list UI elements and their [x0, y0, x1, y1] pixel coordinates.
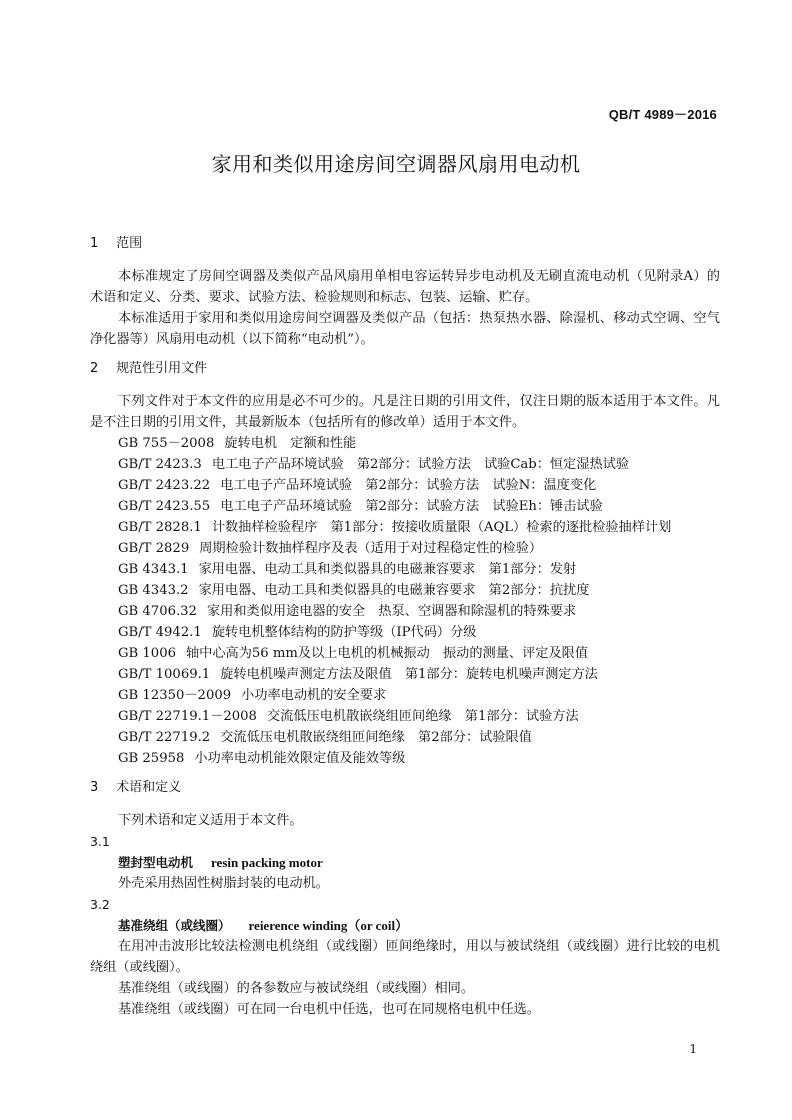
- reference-title: 电工电子产品环境试验 第2部分：试验方法 试验N：温度变化: [220, 478, 597, 493]
- reference-title: 轴中心高为56 mm及以上电机的机械振动 振动的测量、评定及限值: [185, 646, 589, 661]
- page-number: 1: [689, 1042, 697, 1056]
- reference-code: GB/T 2829: [118, 541, 190, 556]
- reference-title: 小功率电动机的安全要求: [241, 688, 387, 703]
- reference-item: [90, 454, 720, 475]
- reference-code: GB 4343.1: [118, 562, 189, 577]
- reference-title: 小功率电动机能效限定值及能效等级: [194, 751, 406, 766]
- term-definition: 在用冲击波形比较法检测电机绕组（或线圈）匝间绝缘时，用以与被试绕组（或线圈）进行比较的电机绕组（或线圈）。: [90, 939, 720, 975]
- reference-item: [90, 559, 720, 580]
- reference-item: [90, 580, 720, 601]
- term-heading: [90, 852, 720, 873]
- reference-code: GB 1006: [118, 646, 176, 661]
- reference-code: GB/T 4942.1: [118, 625, 202, 640]
- section-title: 范围: [116, 236, 143, 251]
- standard-code: QB/T 4989－2016: [608, 107, 717, 122]
- reference-item: [90, 664, 720, 685]
- section-number: 2: [90, 361, 99, 376]
- reference-title: 电工电子产品环境试验 第2部分：试验方法 试验Eh：锤击试验: [220, 499, 603, 514]
- reference-item: [90, 433, 720, 454]
- reference-code: GB/T 22719.1－2008: [118, 709, 257, 724]
- reference-item: [90, 748, 720, 769]
- term-definition: 外壳采用热固性树脂封装的电动机。: [118, 876, 329, 891]
- reference-code: GB/T 2423.55: [118, 499, 211, 514]
- reference-title: 交流低压电机散嵌绕组匝间绝缘 第1部分：试验方法: [266, 709, 579, 724]
- reference-item: [90, 727, 720, 748]
- reference-item: [90, 706, 720, 727]
- term-definition: 基准绕组（或线圈）的各参数应与被试绕组（或线圈）相同。: [118, 981, 475, 996]
- reference-code: GB/T 2828.1: [118, 520, 202, 535]
- reference-title: 交流低压电机散嵌绕组匝间绝缘 第2部分：试验限值: [220, 730, 532, 745]
- reference-item: [90, 538, 720, 559]
- reference-title: 旋转电机 定额和性能: [224, 436, 357, 451]
- reference-item: [90, 496, 720, 517]
- term-english: reierence winding（or coil）: [248, 918, 409, 933]
- reference-code: GB 25958: [118, 751, 185, 766]
- reference-item: [90, 475, 720, 496]
- reference-title: 旋转电机噪声测定方法及限值 第1部分：旋转电机噪声测定方法: [220, 667, 598, 682]
- reference-title: 家用和类似用途电器的安全 热泵、空调器和除湿机的特殊要求: [206, 604, 577, 619]
- reference-title: 计数抽样检验程序 第1部分：按接收质量限（AQL）检索的逐批检验抽样计划: [211, 520, 672, 535]
- reference-item: [90, 517, 720, 538]
- reference-item: [90, 685, 720, 706]
- reference-code: GB/T 22719.2: [118, 730, 211, 745]
- reference-code: GB 4706.32: [118, 604, 197, 619]
- reference-item: [90, 601, 720, 622]
- section-number: 3: [90, 780, 99, 795]
- reference-item: [90, 643, 720, 664]
- reference-code: GB/T 2423.3: [118, 457, 202, 472]
- term-definition: 基准绕组（或线圈）可在同一台电机中任选，也可在同规格电机中任选。: [118, 1002, 540, 1017]
- term-heading: [90, 915, 720, 936]
- reference-title: 旋转电机整体结构的防护等级（IP代码）分级: [211, 625, 477, 640]
- reference-title: 家用电器、电动工具和类似器具的电磁兼容要求 第1部分：发射: [198, 562, 577, 577]
- section-title: 术语和定义: [116, 780, 182, 795]
- reference-code: GB/T 2423.22: [118, 478, 211, 493]
- reference-title: 电工电子产品环境试验 第2部分：试验方法 试验Cab：恒定湿热试验: [211, 457, 630, 472]
- scope-paragraph: 本标准适用于家用和类似用途房间空调器及类似产品（包括：热泵热水器、除湿机、移动式空调、空气净化器等）风扇用电动机（以下简称“电动机”）。: [90, 311, 720, 347]
- term-number: 3.1: [90, 834, 110, 849]
- section-heading-normative-references: [90, 358, 720, 379]
- document-body: [90, 233, 720, 1020]
- term-chinese: 塑封型电动机: [118, 855, 194, 870]
- reference-item: [90, 622, 720, 643]
- section-number: 1: [90, 236, 99, 251]
- reference-list: [90, 433, 720, 769]
- term-english: resin packing motor: [211, 855, 323, 870]
- references-intro: 下列文件对于本文件的应用是必不可少的。凡是注日期的引用文件，仅注日期的版本适用于本文件。凡是不注日期的引用文件，其最新版本（包括所有的修改单）适用于本文件。: [90, 394, 720, 430]
- term-chinese: 基准绕组（或线圈）: [118, 918, 231, 933]
- term-number: 3.2: [90, 897, 110, 912]
- scope-paragraph: 本标准规定了房间空调器及类似产品风扇用单相电容运转异步电动机及无刷直流电动机（见附录A）的术语和定义、分类、要求、试验方法、检验规则和标志、包装、运输、贮存。: [90, 269, 720, 305]
- section-heading-scope: [90, 233, 720, 254]
- terms-intro: 下列术语和定义适用于本文件。: [118, 813, 303, 828]
- section-title: 规范性引用文件: [116, 361, 208, 376]
- document-title: 家用和类似用途房间空调器风扇用电动机: [211, 152, 581, 176]
- section-heading-terms: [90, 777, 720, 798]
- reference-code: GB 755－2008: [118, 436, 215, 451]
- reference-title: 周期检验计数抽样程序及表（适用于对过程稳定性的检验）: [199, 541, 543, 556]
- reference-code: GB 12350－2009: [118, 688, 232, 703]
- reference-code: GB 4343.2: [118, 583, 189, 598]
- reference-code: GB/T 10069.1: [118, 667, 211, 682]
- reference-title: 家用电器、电动工具和类似器具的电磁兼容要求 第2部分：抗扰度: [198, 583, 590, 598]
